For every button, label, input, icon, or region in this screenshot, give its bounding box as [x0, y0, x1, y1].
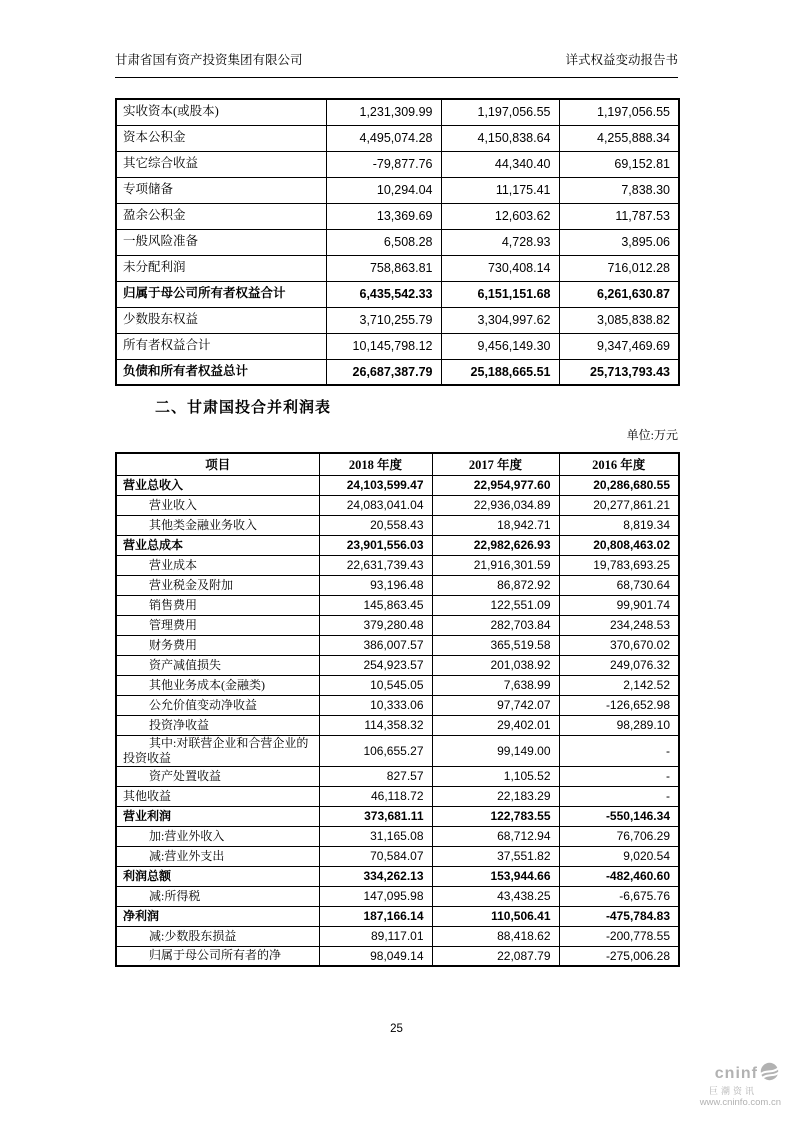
row-value: -475,784.83 [559, 906, 679, 926]
row-value: 20,808,463.02 [559, 535, 679, 555]
row-label: 资本公积金 [116, 125, 326, 151]
cninfo-swirl-icon [760, 1062, 779, 1086]
row-value: 6,435,542.33 [326, 281, 441, 307]
row-value: 19,783,693.25 [559, 555, 679, 575]
table-row [116, 203, 679, 229]
row-value: 10,294.04 [326, 177, 441, 203]
row-value: 22,087.79 [432, 946, 559, 966]
row-label: 加:营业外收入 [116, 826, 319, 846]
row-value: 10,545.05 [319, 675, 432, 695]
column-header-2017: 2017 年度 [432, 453, 559, 475]
row-value: -200,778.55 [559, 926, 679, 946]
logo-brand-text: cninf [714, 1065, 758, 1082]
row-value: 24,103,599.47 [319, 475, 432, 495]
row-value: 44,340.40 [441, 151, 559, 177]
row-value: - [559, 766, 679, 786]
row-value: 86,872.92 [432, 575, 559, 595]
row-label: 营业收入 [116, 495, 319, 515]
row-value: 22,631,739.43 [319, 555, 432, 575]
table-row [116, 715, 679, 735]
table-header-row [116, 453, 679, 475]
row-label: 销售费用 [116, 595, 319, 615]
row-value: -126,652.98 [559, 695, 679, 715]
row-label: 其它综合收益 [116, 151, 326, 177]
row-value: -550,146.34 [559, 806, 679, 826]
row-label: 减:少数股东损益 [116, 926, 319, 946]
row-value: 234,248.53 [559, 615, 679, 635]
row-value: 10,333.06 [319, 695, 432, 715]
row-value: 373,681.11 [319, 806, 432, 826]
row-value: 22,982,626.93 [432, 535, 559, 555]
logo-chinese-name: 巨潮资讯 [708, 1085, 757, 1096]
table-row [116, 495, 679, 515]
row-value: 76,706.29 [559, 826, 679, 846]
table-row [116, 846, 679, 866]
row-label: 所有者权益合计 [116, 333, 326, 359]
row-value: 11,787.53 [559, 203, 679, 229]
row-label: 未分配利润 [116, 255, 326, 281]
row-value: 758,863.81 [326, 255, 441, 281]
row-label: 其中:对联营企业和合营企业的投资收益 [116, 735, 319, 766]
table-row [116, 177, 679, 203]
row-value: 97,742.07 [432, 695, 559, 715]
row-value: 6,508.28 [326, 229, 441, 255]
table-row [116, 151, 679, 177]
row-value: 9,020.54 [559, 846, 679, 866]
table-row [116, 786, 679, 806]
table-row [116, 946, 679, 966]
row-value: 4,495,074.28 [326, 125, 441, 151]
row-value: 88,418.62 [432, 926, 559, 946]
row-label: 净利润 [116, 906, 319, 926]
row-value: 8,819.34 [559, 515, 679, 535]
row-value: 6,151,151.68 [441, 281, 559, 307]
row-value: 25,713,793.43 [559, 359, 679, 385]
row-value: 4,150,838.64 [441, 125, 559, 151]
row-value: 386,007.57 [319, 635, 432, 655]
row-value: 31,165.08 [319, 826, 432, 846]
table-row [116, 695, 679, 715]
row-value: 98,049.14 [319, 946, 432, 966]
row-label: 专项储备 [116, 177, 326, 203]
row-value: 3,085,838.82 [559, 307, 679, 333]
table-row [116, 806, 679, 826]
table-row [116, 735, 679, 766]
row-value: 25,188,665.51 [441, 359, 559, 385]
row-value: 6,261,630.87 [559, 281, 679, 307]
row-value: 122,783.55 [432, 806, 559, 826]
row-value: 99,901.74 [559, 595, 679, 615]
table-row [116, 281, 679, 307]
page-header [115, 50, 678, 78]
table-row [116, 766, 679, 786]
row-label: 归属于母公司所有者权益合计 [116, 281, 326, 307]
row-value: 1,231,309.99 [326, 99, 441, 125]
income-statement-table [115, 452, 680, 967]
row-value: 1,197,056.55 [559, 99, 679, 125]
row-value: 69,152.81 [559, 151, 679, 177]
row-value: 12,603.62 [441, 203, 559, 229]
row-label: 其他类金融业务收入 [116, 515, 319, 535]
row-label: 一般风险准备 [116, 229, 326, 255]
unit-label: 单位:万元 [626, 428, 678, 442]
row-value: 9,347,469.69 [559, 333, 679, 359]
table-row [116, 515, 679, 535]
table-row [116, 535, 679, 555]
row-label: 其他业务成本(金融类) [116, 675, 319, 695]
row-value: -275,006.28 [559, 946, 679, 966]
row-label: 盈余公积金 [116, 203, 326, 229]
table-row [116, 333, 679, 359]
row-value: 9,456,149.30 [441, 333, 559, 359]
row-value: 110,506.41 [432, 906, 559, 926]
row-value: 365,519.58 [432, 635, 559, 655]
row-value: 11,175.41 [441, 177, 559, 203]
row-value: - [559, 786, 679, 806]
table-row [116, 125, 679, 151]
row-value: 2,142.52 [559, 675, 679, 695]
row-value: 153,944.66 [432, 866, 559, 886]
table-row [116, 926, 679, 946]
row-value: 98,289.10 [559, 715, 679, 735]
row-value: 114,358.32 [319, 715, 432, 735]
row-label: 营业利润 [116, 806, 319, 826]
row-value: 37,551.82 [432, 846, 559, 866]
table-row [116, 886, 679, 906]
row-value: 43,438.25 [432, 886, 559, 906]
row-value: 145,863.45 [319, 595, 432, 615]
row-value: 201,038.92 [432, 655, 559, 675]
row-value: 1,197,056.55 [441, 99, 559, 125]
row-label: 投资净收益 [116, 715, 319, 735]
row-value: 20,558.43 [319, 515, 432, 535]
row-value: 20,286,680.55 [559, 475, 679, 495]
row-value: 122,551.09 [432, 595, 559, 615]
row-value: 22,936,034.89 [432, 495, 559, 515]
row-label: 财务费用 [116, 635, 319, 655]
balance-sheet-table [115, 98, 680, 386]
column-header-2018: 2018 年度 [319, 453, 432, 475]
row-value: 68,712.94 [432, 826, 559, 846]
page-number: 25 [390, 1023, 403, 1035]
row-label: 资产处置收益 [116, 766, 319, 786]
row-value: 254,923.57 [319, 655, 432, 675]
row-value: 282,703.84 [432, 615, 559, 635]
row-value: 10,145,798.12 [326, 333, 441, 359]
row-value: -6,675.76 [559, 886, 679, 906]
row-value: 827.57 [319, 766, 432, 786]
table-row [116, 99, 679, 125]
row-value: 22,183.29 [432, 786, 559, 806]
table-row [116, 229, 679, 255]
row-value: 13,369.69 [326, 203, 441, 229]
row-value: 26,687,387.79 [326, 359, 441, 385]
row-value: 187,166.14 [319, 906, 432, 926]
row-label: 管理费用 [116, 615, 319, 635]
row-value: - [559, 735, 679, 766]
row-value: 370,670.02 [559, 635, 679, 655]
row-label: 少数股东权益 [116, 307, 326, 333]
row-value: 3,304,997.62 [441, 307, 559, 333]
row-value: 147,095.98 [319, 886, 432, 906]
row-label: 公允价值变动净收益 [116, 695, 319, 715]
row-value: 93,196.48 [319, 575, 432, 595]
row-value: 249,076.32 [559, 655, 679, 675]
row-value: 70,584.07 [319, 846, 432, 866]
row-label: 营业总收入 [116, 475, 319, 495]
row-value: 4,255,888.34 [559, 125, 679, 151]
table-row [116, 655, 679, 675]
row-value: 3,895.06 [559, 229, 679, 255]
logo-url: www.cninfo.com.cn [699, 1097, 781, 1109]
row-value: -482,460.60 [559, 866, 679, 886]
row-value: 99,149.00 [432, 735, 559, 766]
header-doc-title: 详式权益变动报告书 [565, 53, 678, 67]
row-value: 18,942.71 [432, 515, 559, 535]
row-label: 营业税金及附加 [116, 575, 319, 595]
table-row [116, 575, 679, 595]
header-company: 甘肃省国有资产投资集团有限公司 [115, 53, 303, 67]
row-value: -79,877.76 [326, 151, 441, 177]
row-value: 106,655.27 [319, 735, 432, 766]
table-row [116, 555, 679, 575]
row-label: 营业成本 [116, 555, 319, 575]
row-value: 23,901,556.03 [319, 535, 432, 555]
row-value: 7,838.30 [559, 177, 679, 203]
row-label: 营业总成本 [116, 535, 319, 555]
row-label: 归属于母公司所有者的净 [116, 946, 319, 966]
table-row [116, 906, 679, 926]
table-row [116, 359, 679, 385]
logo-brand-row [700, 1062, 781, 1086]
row-value: 46,118.72 [319, 786, 432, 806]
row-label: 利润总额 [116, 866, 319, 886]
column-header-2016: 2016 年度 [559, 453, 679, 475]
row-value: 68,730.64 [559, 575, 679, 595]
row-value: 730,408.14 [441, 255, 559, 281]
row-label: 负债和所有者权益总计 [116, 359, 326, 385]
cninfo-logo [700, 1062, 781, 1109]
row-value: 24,083,041.04 [319, 495, 432, 515]
table-row [116, 595, 679, 615]
table-row [116, 635, 679, 655]
row-value: 3,710,255.79 [326, 307, 441, 333]
row-value: 379,280.48 [319, 615, 432, 635]
table-row [116, 866, 679, 886]
row-label: 减:营业外支出 [116, 846, 319, 866]
row-value: 7,638.99 [432, 675, 559, 695]
row-label: 实收资本(或股本) [116, 99, 326, 125]
row-value: 334,262.13 [319, 866, 432, 886]
table-row [116, 826, 679, 846]
row-label: 减:所得税 [116, 886, 319, 906]
row-value: 4,728.93 [441, 229, 559, 255]
row-value: 20,277,861.21 [559, 495, 679, 515]
row-value: 22,954,977.60 [432, 475, 559, 495]
table-row [116, 475, 679, 495]
table-row [116, 255, 679, 281]
column-header-item: 项目 [116, 453, 319, 475]
row-value: 89,117.01 [319, 926, 432, 946]
row-value: 21,916,301.59 [432, 555, 559, 575]
row-value: 1,105.52 [432, 766, 559, 786]
row-value: 716,012.28 [559, 255, 679, 281]
table-row [116, 615, 679, 635]
row-value: 29,402.01 [432, 715, 559, 735]
row-label: 其他收益 [116, 786, 319, 806]
table-row [116, 307, 679, 333]
row-label: 资产减值损失 [116, 655, 319, 675]
table-row [116, 675, 679, 695]
section-title: 二、甘肃国投合并利润表 [155, 399, 332, 416]
